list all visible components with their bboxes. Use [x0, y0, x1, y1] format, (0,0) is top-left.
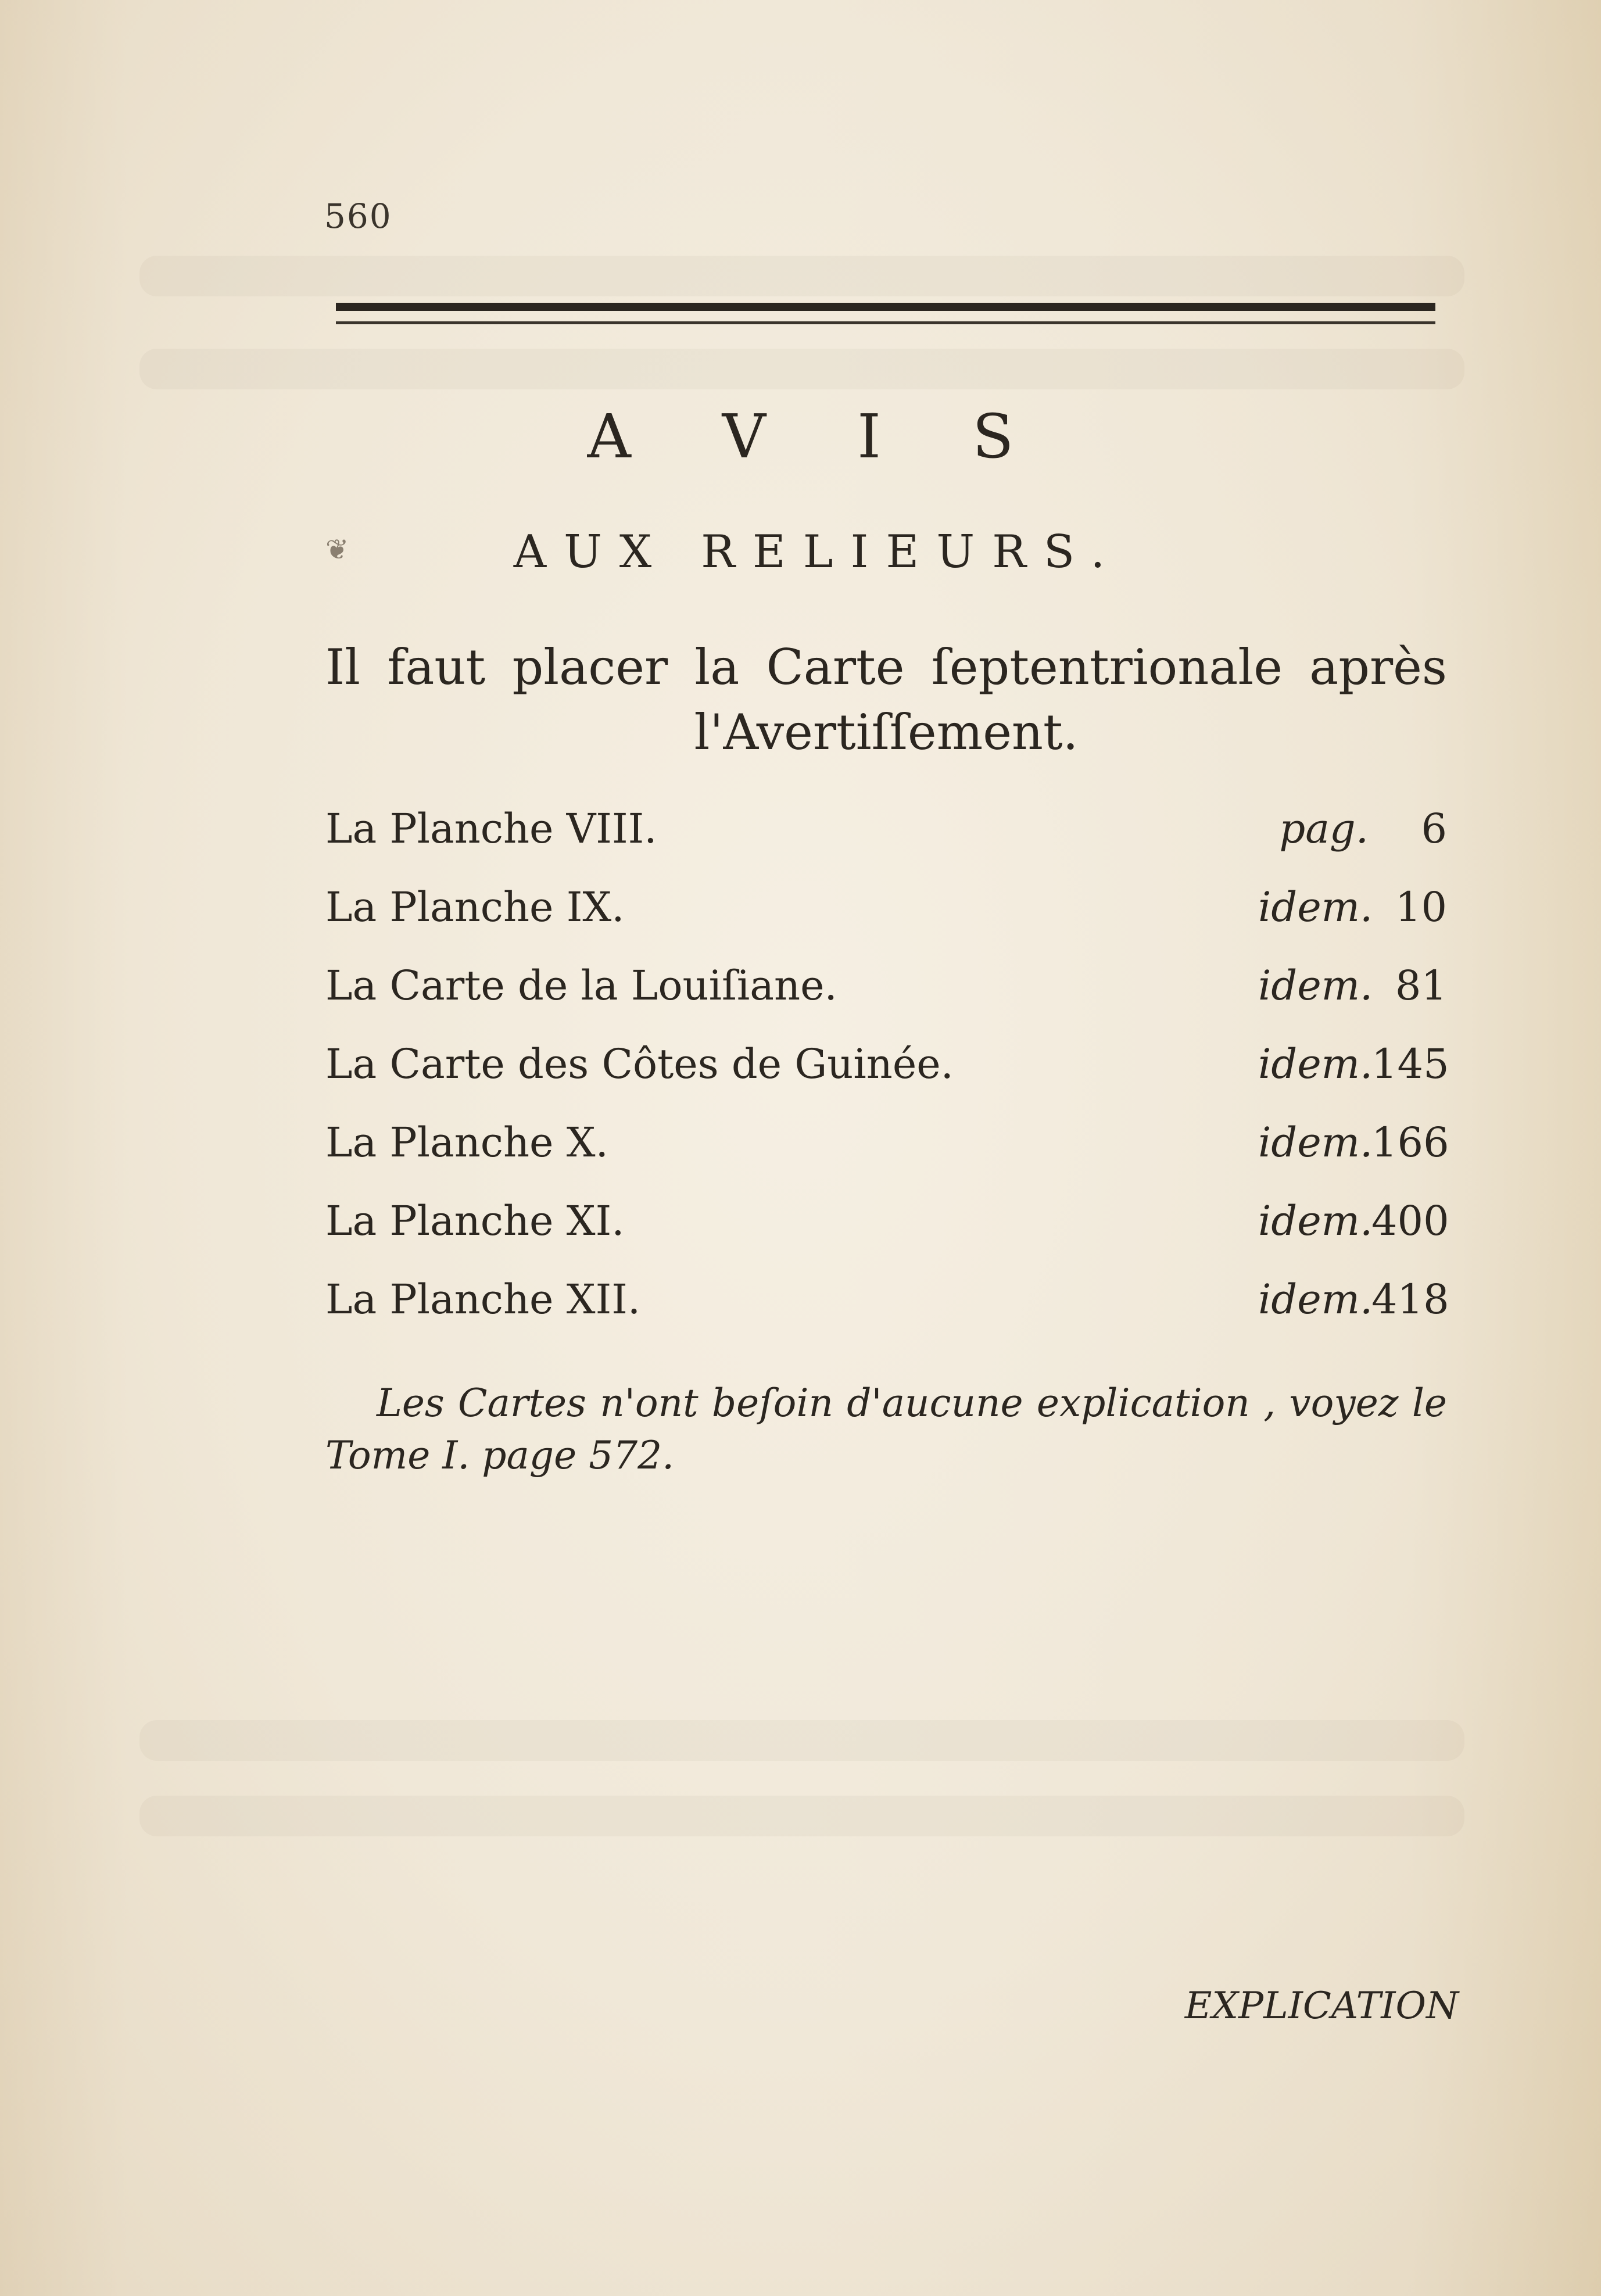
page-reference: idem. [1258, 1119, 1373, 1166]
show-through-text [139, 256, 1464, 296]
fleuron-icon: ❦ [325, 533, 349, 566]
maps-note: Les Cartes n'ont beſoin d'aucune explication , voyez le Tome I. page 572. [325, 1381, 1447, 1478]
page-reference: idem. [1258, 962, 1373, 1009]
catchword: EXPLICATION [1184, 1985, 1459, 2028]
plate-label: La Carte de la Louiſiane. [325, 962, 837, 1009]
page-reference: idem. [1258, 1197, 1373, 1245]
list-item [325, 1119, 1447, 1197]
page-number-ref: 418 [1371, 1276, 1449, 1323]
page-number-ref: 145 [1371, 1040, 1449, 1088]
page-reference: idem. [1258, 1276, 1373, 1323]
page-reference: pag. [1279, 805, 1369, 853]
list-item [325, 883, 1447, 962]
plate-label: La Planche XII. [325, 1276, 641, 1323]
show-through-text [139, 1720, 1464, 1761]
header-rule-thin [336, 321, 1435, 324]
page-number-ref: 400 [1371, 1197, 1449, 1245]
list-item [325, 1197, 1447, 1276]
plate-label: La Planche X. [325, 1119, 608, 1166]
page-subtitle: AUX RELIEURS. [513, 526, 1123, 578]
list-item [325, 805, 1447, 883]
list-item [325, 962, 1447, 1040]
page-reference: idem. [1258, 883, 1373, 931]
header-rule-thick [336, 303, 1435, 311]
page-number-ref: 6 [1421, 805, 1447, 853]
page-reference: idem. [1258, 1040, 1373, 1088]
page-title: A V I S [587, 401, 1050, 472]
plates-list [325, 805, 1447, 1354]
plate-label: La Planche XI. [325, 1197, 625, 1245]
show-through-text [139, 349, 1464, 389]
plate-label: La Planche VIII. [325, 805, 657, 853]
plate-label: La Planche IX. [325, 883, 625, 931]
list-item [325, 1040, 1447, 1119]
show-through-text [139, 1796, 1464, 1836]
page-number-ref: 166 [1371, 1119, 1449, 1166]
page-number-ref: 10 [1395, 883, 1447, 931]
binder-instruction: Il faut placer la Carte ſeptentrionale après l'Avertiſſement. [325, 639, 1447, 761]
plate-label: La Carte des Côtes de Guinée. [325, 1040, 954, 1088]
page-number-ref: 81 [1395, 962, 1447, 1009]
list-item [325, 1276, 1447, 1354]
page-number: 560 [324, 196, 392, 236]
